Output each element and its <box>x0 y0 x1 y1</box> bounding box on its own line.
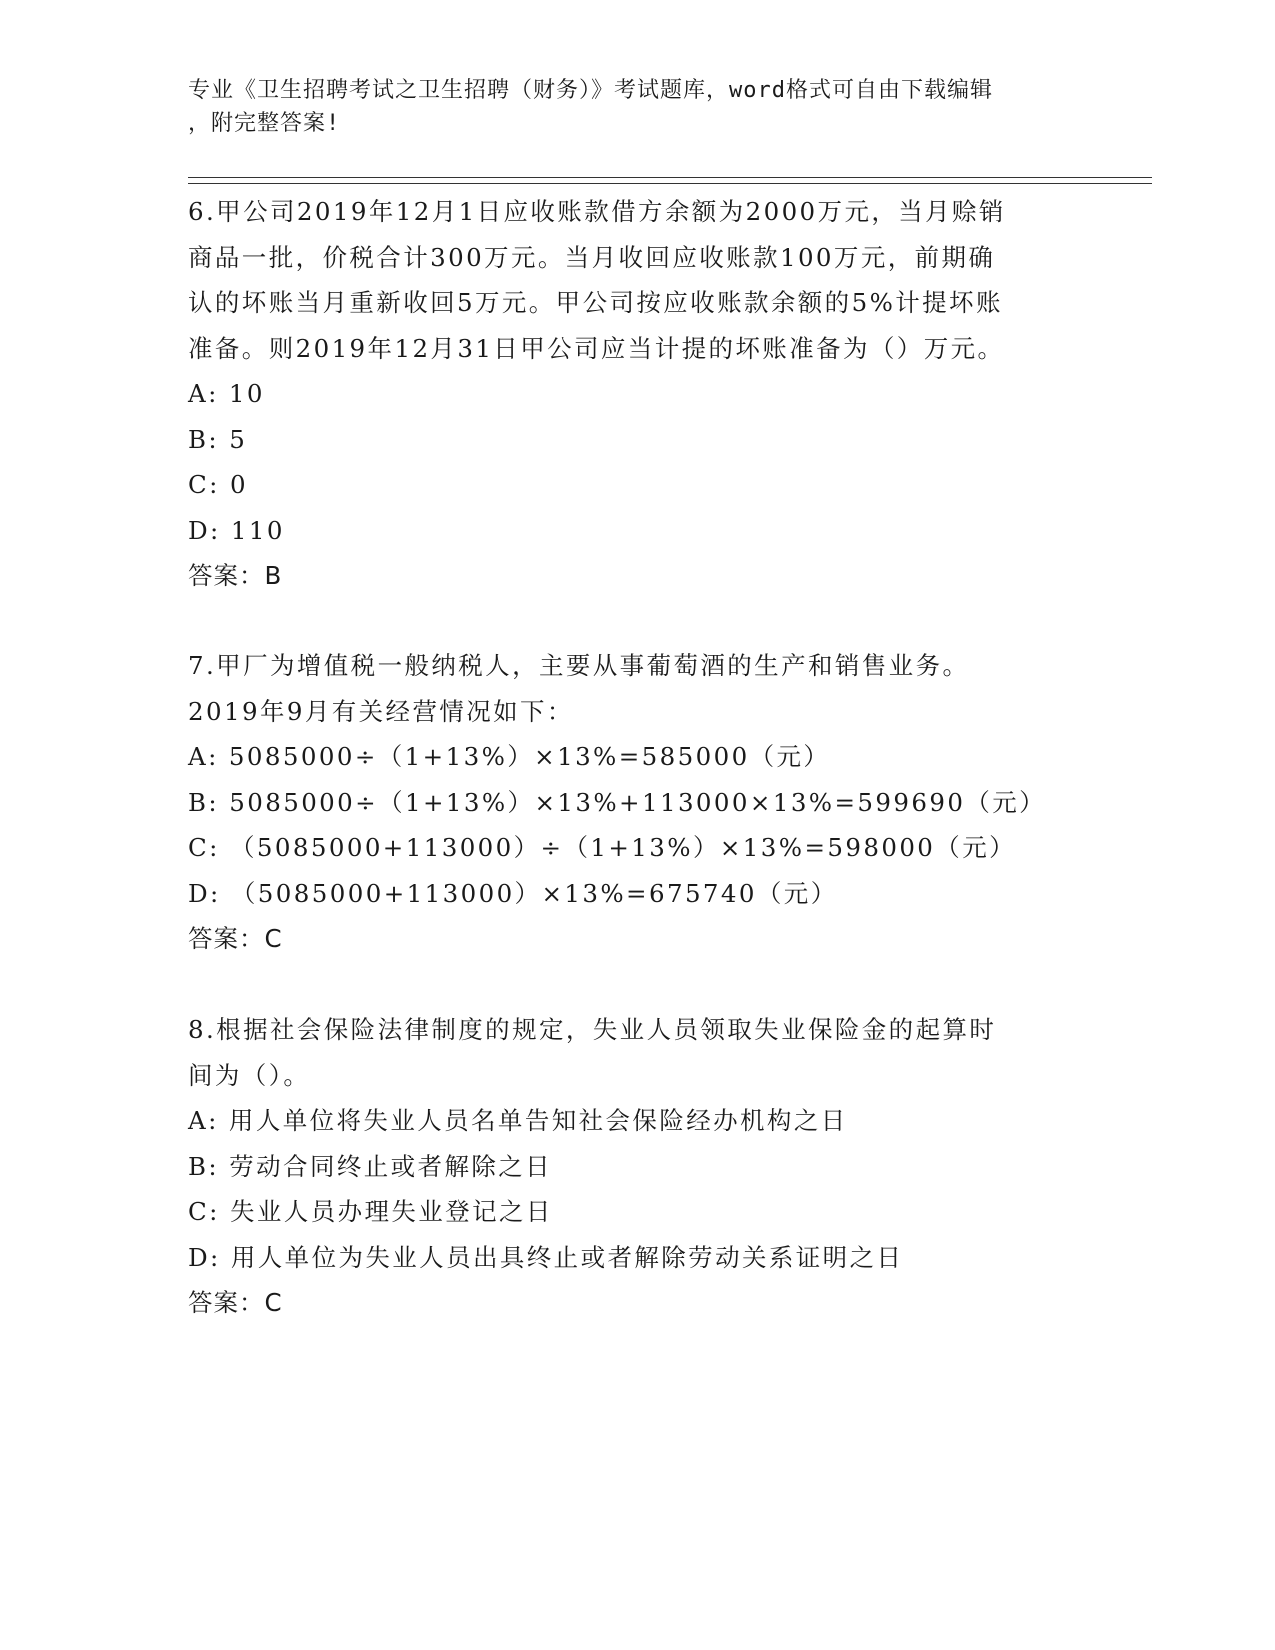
answer-label: 答案：C <box>188 924 283 953</box>
option-c: C: 0 <box>188 470 248 499</box>
question-stem <box>188 643 1088 734</box>
answer-label: 答案：B <box>188 561 283 590</box>
option-a: A: 用人单位将失业人员名单告知社会保险经办机构之日 <box>188 1106 848 1135</box>
question-stem <box>188 189 1088 371</box>
option-b: B: 劳动合同终止或者解除之日 <box>188 1151 553 1181</box>
option-a: A: 5085000÷（1+13%）×13%=585000（元） <box>188 742 831 771</box>
option-c: C: （5085000+113000）÷（1+13%）×13%=598000（元） <box>188 833 1016 862</box>
stem-line: 认的坏账当月重新收回5万元。甲公司按应收账款余额的5%计提坏账 <box>188 288 1003 317</box>
option-c: C: 失业人员办理失业登记之日 <box>188 1197 553 1226</box>
stem-line: 7.甲厂为增值税一般纳税人，主要从事葡萄酒的生产和销售业务。 <box>188 651 970 680</box>
stem-line: 8.根据社会保险法律制度的规定，失业人员领取失业保险金的起算时 <box>188 1015 997 1044</box>
stem-line: 间为（）。 <box>188 1060 311 1090</box>
option-d: D: （5085000+113000）×13%=675740（元） <box>188 878 838 908</box>
question-stem <box>188 1007 1088 1098</box>
answer-label: 答案：C <box>188 1288 283 1317</box>
option-d: D: 110 <box>188 515 285 545</box>
header-line-2: ，附完整答案! <box>188 111 341 136</box>
question-8 <box>188 1007 1088 1326</box>
header-divider-bottom <box>188 183 1152 184</box>
option-d: D: 用人单位为失业人员出具终止或者解除劳动关系证明之日 <box>188 1242 904 1272</box>
header-divider-top <box>188 177 1152 178</box>
option-b: B: 5 <box>188 424 248 454</box>
question-7 <box>188 643 1088 962</box>
question-6 <box>188 189 1088 599</box>
option-b: B: 5085000÷（1+13%）×13%+113000×13%=599690（元） <box>188 787 1047 817</box>
document-header <box>188 74 1068 140</box>
stem-line: 商品一批，价税合计300万元。当月收回应收账款100万元，前期确 <box>188 242 996 272</box>
stem-line: 6.甲公司2019年12月1日应收账款借方余额为2000万元，当月赊销 <box>188 197 1006 226</box>
header-line-1: 专业《卫生招聘考试之卫生招聘（财务）》考试题库，word格式可自由下载编辑 <box>188 78 993 103</box>
stem-line: 准备。则2019年12月31日甲公司应当计提的坏账准备为（）万元。 <box>188 333 1005 363</box>
option-a: A: 10 <box>188 379 265 408</box>
stem-line: 2019年9月有关经营情况如下： <box>188 696 574 726</box>
